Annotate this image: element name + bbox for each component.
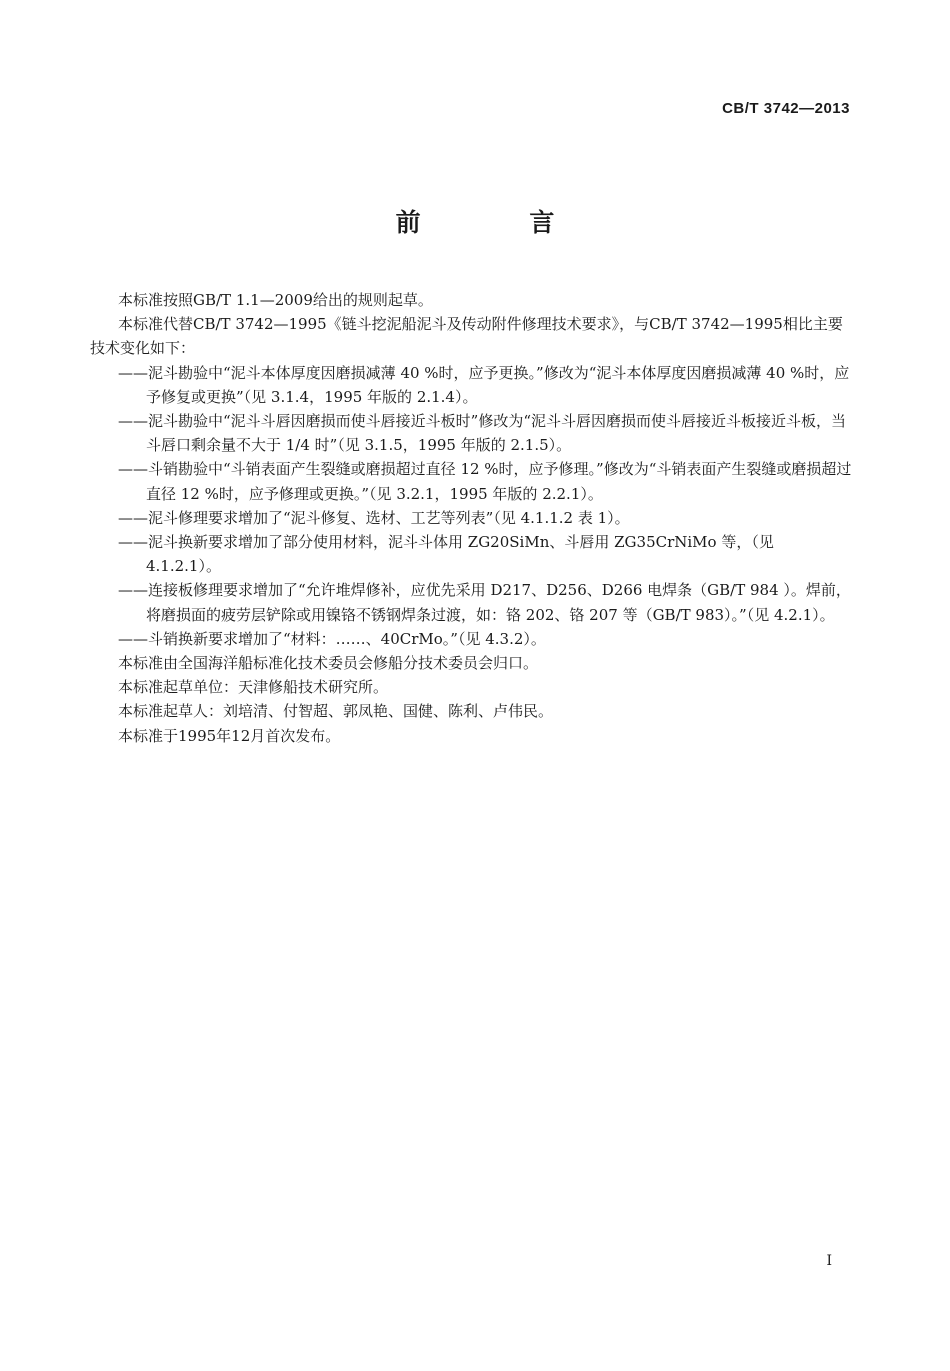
page-number: I bbox=[826, 1253, 832, 1269]
paragraph: 本标准按照GB/T 1.1—2009给出的规则起草。 bbox=[118, 291, 433, 309]
change-item: ——泥斗换新要求增加了部分使用材料，泥斗斗体用 ZG20SiMn、斗唇用 ZG35CrNiMo 等，（见 4.1.2.1）。 bbox=[118, 533, 774, 576]
foreword-body bbox=[90, 288, 852, 748]
change-item: ——连接板修理要求增加了“允许堆焊修补，应优先采用 D217、D256、D266 电焊条（GB/T 984 ）。焊前，将磨损面的疲劳层铲除或用镍铬不锈钢焊条过渡，如：铬 202、铬 207 等（GB/T 983）。”（见 4.2.1）。 bbox=[118, 581, 851, 624]
change-item: ——斗销勘验中“斗销表面产生裂缝或磨损超过直径 12 %时，应予修理。”修改为“斗销表面产生裂缝或磨损超过直径 12 %时，应予修理或更换。”（见 3.2.1，1995 年版的 2.2.1）。 bbox=[118, 460, 852, 503]
paragraph: 本标准由全国海洋船标准化技术委员会修船分技术委员会归口。 bbox=[118, 654, 539, 673]
paragraph: 本标准代替CB/T 3742—1995《链斗挖泥船泥斗及传动附件修理技术要求》，与CB/T 3742—1995相比主要技术变化如下： bbox=[90, 315, 843, 358]
page-title: 前 言 bbox=[395, 208, 605, 237]
change-item: ——泥斗修理要求增加了“泥斗修复、选材、工艺等列表”（见 4.1.1.2 表 1）。 bbox=[118, 508, 630, 527]
standard-code: CB/T 3742—2013 bbox=[722, 100, 850, 117]
change-item: ——斗销换新要求增加了“材料：……、40CrMo。”（见 4.3.2）。 bbox=[118, 629, 546, 648]
change-item: ——泥斗勘验中“泥斗本体厚度因磨损减薄 40 %时，应予更换。”修改为“泥斗本体厚度因磨损减薄 40 %时，应予修复或更换”（见 3.1.4，1995 年版的 2.1.4）。 bbox=[118, 363, 850, 406]
paragraph: 本标准于1995年12月首次发布。 bbox=[118, 726, 341, 745]
paragraph: 本标准起草单位：天津修船技术研究所。 bbox=[118, 678, 389, 697]
change-item: ——泥斗勘验中“泥斗斗唇因磨损而使斗唇接近斗板时”修改为“泥斗斗唇因磨损而使斗唇接近斗板接近斗板，当斗唇口剩余量不大于 1/4 时”（见 3.1.5，1995 年版的 2.1.5）。 bbox=[118, 412, 847, 455]
paragraph: 本标准起草人：刘培清、付智超、郭凤艳、国健、陈利、卢伟民。 bbox=[118, 702, 554, 721]
